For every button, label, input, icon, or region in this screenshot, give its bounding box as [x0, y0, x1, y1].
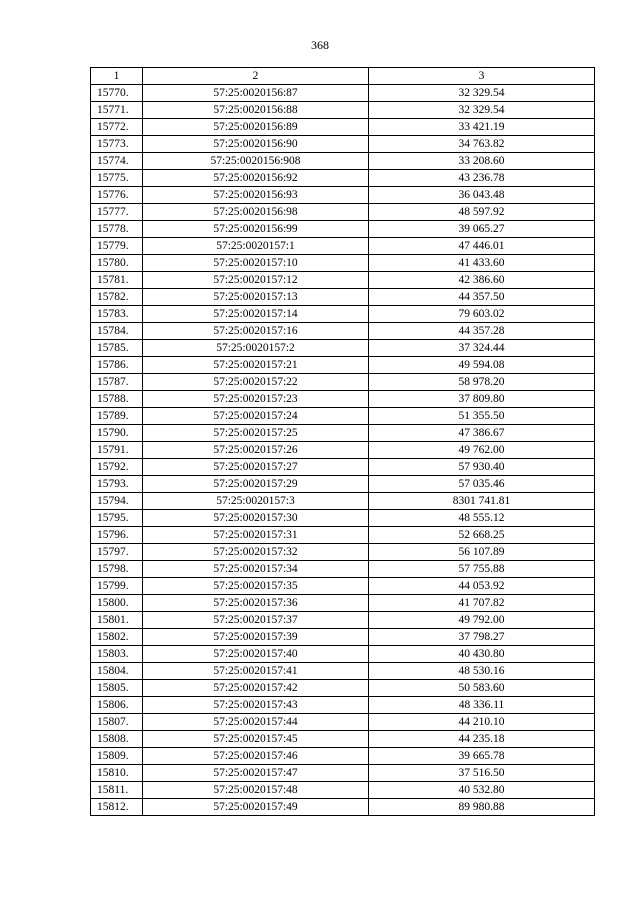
- row-number: 15782.: [91, 289, 143, 306]
- cadastral-value: 40 430.80: [369, 646, 595, 663]
- cadastral-number: 57:25:0020157:48: [143, 782, 369, 799]
- row-number: 15810.: [91, 765, 143, 782]
- cadastral-number: 57:25:0020156:908: [143, 153, 369, 170]
- table-row: [91, 476, 595, 493]
- table-row: [91, 136, 595, 153]
- row-number: 15799.: [91, 578, 143, 595]
- row-number: 15792.: [91, 459, 143, 476]
- table-row: [91, 459, 595, 476]
- cadastral-value: 58 978.20: [369, 374, 595, 391]
- row-number: 15798.: [91, 561, 143, 578]
- table-row: [91, 272, 595, 289]
- table-row: [91, 425, 595, 442]
- row-number: 15785.: [91, 340, 143, 357]
- table-row: [91, 374, 595, 391]
- cadastral-value: 89 980.88: [369, 799, 595, 816]
- cadastral-number: 57:25:0020157:49: [143, 799, 369, 816]
- cadastral-value-table: [90, 67, 595, 816]
- row-number: 15774.: [91, 153, 143, 170]
- table-body: [91, 85, 595, 816]
- cadastral-value: 37 324.44: [369, 340, 595, 357]
- row-number: 15808.: [91, 731, 143, 748]
- table-row: [91, 697, 595, 714]
- cadastral-number: 57:25:0020157:37: [143, 612, 369, 629]
- row-number: 15775.: [91, 170, 143, 187]
- row-number: 15778.: [91, 221, 143, 238]
- cadastral-number: 57:25:0020157:36: [143, 595, 369, 612]
- cadastral-number: 57:25:0020157:2: [143, 340, 369, 357]
- table-row: [91, 748, 595, 765]
- cadastral-value: 57 930.40: [369, 459, 595, 476]
- cadastral-value: 37 516.50: [369, 765, 595, 782]
- row-number: 15783.: [91, 306, 143, 323]
- row-number: 15779.: [91, 238, 143, 255]
- table-row: [91, 391, 595, 408]
- row-number: 15793.: [91, 476, 143, 493]
- cadastral-number: 57:25:0020157:29: [143, 476, 369, 493]
- page-number: 368: [311, 38, 329, 52]
- row-number: 15773.: [91, 136, 143, 153]
- cadastral-number: 57:25:0020157:24: [143, 408, 369, 425]
- table-row: [91, 561, 595, 578]
- cadastral-number: 57:25:0020157:13: [143, 289, 369, 306]
- cadastral-value: 57 755.88: [369, 561, 595, 578]
- table-row: [91, 629, 595, 646]
- table-row: [91, 306, 595, 323]
- cadastral-number: 57:25:0020156:90: [143, 136, 369, 153]
- table-row: [91, 544, 595, 561]
- cadastral-value: 40 532.80: [369, 782, 595, 799]
- table-row: [91, 782, 595, 799]
- cadastral-value: 52 668.25: [369, 527, 595, 544]
- cadastral-number: 57:25:0020157:1: [143, 238, 369, 255]
- cadastral-value: 41 707.82: [369, 595, 595, 612]
- row-number: 15809.: [91, 748, 143, 765]
- table-row: [91, 238, 595, 255]
- cadastral-value: 48 530.16: [369, 663, 595, 680]
- row-number: 15794.: [91, 493, 143, 510]
- cadastral-value: 41 433.60: [369, 255, 595, 272]
- table-row: [91, 646, 595, 663]
- cadastral-number: 57:25:0020156:87: [143, 85, 369, 102]
- table-row: [91, 510, 595, 527]
- table-row: [91, 204, 595, 221]
- row-number: 15797.: [91, 544, 143, 561]
- cadastral-value: 42 386.60: [369, 272, 595, 289]
- row-number: 15777.: [91, 204, 143, 221]
- cadastral-number: 57:25:0020156:93: [143, 187, 369, 204]
- row-number: 15771.: [91, 102, 143, 119]
- table-row: [91, 357, 595, 374]
- row-number: 15796.: [91, 527, 143, 544]
- cadastral-number: 57:25:0020157:16: [143, 323, 369, 340]
- cadastral-number: 57:25:0020157:39: [143, 629, 369, 646]
- cadastral-number: 57:25:0020157:44: [143, 714, 369, 731]
- cadastral-value: 44 357.50: [369, 289, 595, 306]
- row-number: 15786.: [91, 357, 143, 374]
- cadastral-number: 57:25:0020157:30: [143, 510, 369, 527]
- cadastral-number: 57:25:0020157:45: [143, 731, 369, 748]
- table-row: [91, 221, 595, 238]
- table-row: [91, 102, 595, 119]
- table-row: [91, 323, 595, 340]
- cadastral-number: 57:25:0020157:25: [143, 425, 369, 442]
- row-number: 15803.: [91, 646, 143, 663]
- table-row: [91, 408, 595, 425]
- table-row: [91, 578, 595, 595]
- cadastral-value: 50 583.60: [369, 680, 595, 697]
- cadastral-value: 48 555.12: [369, 510, 595, 527]
- cadastral-number: 57:25:0020157:23: [143, 391, 369, 408]
- cadastral-value: 34 763.82: [369, 136, 595, 153]
- cadastral-number: 57:25:0020156:92: [143, 170, 369, 187]
- row-number: 15784.: [91, 323, 143, 340]
- cadastral-value: 51 355.50: [369, 408, 595, 425]
- cadastral-number: 57:25:0020157:40: [143, 646, 369, 663]
- cadastral-value: 48 597.92: [369, 204, 595, 221]
- cadastral-value: 39 065.27: [369, 221, 595, 238]
- row-number: 15807.: [91, 714, 143, 731]
- table-row: [91, 340, 595, 357]
- row-number: 15776.: [91, 187, 143, 204]
- table-row: [91, 663, 595, 680]
- table-row: [91, 612, 595, 629]
- cadastral-number: 57:25:0020157:46: [143, 748, 369, 765]
- cadastral-number: 57:25:0020157:12: [143, 272, 369, 289]
- cadastral-number: 57:25:0020157:31: [143, 527, 369, 544]
- cadastral-number: 57:25:0020157:10: [143, 255, 369, 272]
- table-row: [91, 595, 595, 612]
- cadastral-number: 57:25:0020157:35: [143, 578, 369, 595]
- cadastral-value: 33 421.19: [369, 119, 595, 136]
- cadastral-value: 47 386.67: [369, 425, 595, 442]
- table-row: [91, 765, 595, 782]
- row-number: 15781.: [91, 272, 143, 289]
- row-number: 15788.: [91, 391, 143, 408]
- cadastral-value: 56 107.89: [369, 544, 595, 561]
- table-row: [91, 255, 595, 272]
- cadastral-number: 57:25:0020157:41: [143, 663, 369, 680]
- cadastral-number: 57:25:0020157:3: [143, 493, 369, 510]
- column-header-1: 1: [91, 68, 143, 85]
- cadastral-value: 44 235.18: [369, 731, 595, 748]
- cadastral-number: 57:25:0020157:34: [143, 561, 369, 578]
- table-row: [91, 731, 595, 748]
- cadastral-number: 57:25:0020156:89: [143, 119, 369, 136]
- cadastral-number: 57:25:0020157:43: [143, 697, 369, 714]
- cadastral-value: 49 762.00: [369, 442, 595, 459]
- row-number: 15811.: [91, 782, 143, 799]
- row-number: 15800.: [91, 595, 143, 612]
- cadastral-value: 79 603.02: [369, 306, 595, 323]
- cadastral-value: 32 329.54: [369, 102, 595, 119]
- table-row: [91, 289, 595, 306]
- cadastral-value: 8301 741.81: [369, 493, 595, 510]
- table-row: [91, 187, 595, 204]
- cadastral-number: 57:25:0020157:27: [143, 459, 369, 476]
- cadastral-value: 44 357.28: [369, 323, 595, 340]
- table-row: [91, 714, 595, 731]
- row-number: 15795.: [91, 510, 143, 527]
- cadastral-value: 43 236.78: [369, 170, 595, 187]
- cadastral-value: 47 446.01: [369, 238, 595, 255]
- row-number: 15804.: [91, 663, 143, 680]
- table-row: [91, 680, 595, 697]
- cadastral-number: 57:25:0020157:42: [143, 680, 369, 697]
- cadastral-number: 57:25:0020156:98: [143, 204, 369, 221]
- cadastral-value: 44 210.10: [369, 714, 595, 731]
- row-number: 15801.: [91, 612, 143, 629]
- cadastral-value: 49 792.00: [369, 612, 595, 629]
- row-number: 15770.: [91, 85, 143, 102]
- cadastral-number: 57:25:0020157:21: [143, 357, 369, 374]
- cadastral-value: 57 035.46: [369, 476, 595, 493]
- cadastral-value: 32 329.54: [369, 85, 595, 102]
- row-number: 15806.: [91, 697, 143, 714]
- cadastral-value: 44 053.92: [369, 578, 595, 595]
- table-row: [91, 442, 595, 459]
- row-number: 15791.: [91, 442, 143, 459]
- column-header-3: 3: [369, 68, 595, 85]
- row-number: 15812.: [91, 799, 143, 816]
- row-number: 15789.: [91, 408, 143, 425]
- cadastral-value: 48 336.11: [369, 697, 595, 714]
- table-row: [91, 170, 595, 187]
- table-header-row: [91, 68, 595, 85]
- cadastral-value: 33 208.60: [369, 153, 595, 170]
- cadastral-number: 57:25:0020157:14: [143, 306, 369, 323]
- row-number: 15787.: [91, 374, 143, 391]
- row-number: 15790.: [91, 425, 143, 442]
- cadastral-value: 37 809.80: [369, 391, 595, 408]
- table-row: [91, 799, 595, 816]
- row-number: 15802.: [91, 629, 143, 646]
- cadastral-number: 57:25:0020157:22: [143, 374, 369, 391]
- cadastral-number: 57:25:0020156:88: [143, 102, 369, 119]
- table-row: [91, 119, 595, 136]
- row-number: 15805.: [91, 680, 143, 697]
- cadastral-value: 39 665.78: [369, 748, 595, 765]
- cadastral-value: 37 798.27: [369, 629, 595, 646]
- cadastral-number: 57:25:0020157:32: [143, 544, 369, 561]
- cadastral-number: 57:25:0020157:26: [143, 442, 369, 459]
- table-row: [91, 153, 595, 170]
- table-row: [91, 85, 595, 102]
- cadastral-value: 49 594.08: [369, 357, 595, 374]
- row-number: 15772.: [91, 119, 143, 136]
- cadastral-number: 57:25:0020156:99: [143, 221, 369, 238]
- cadastral-number: 57:25:0020157:47: [143, 765, 369, 782]
- cadastral-value: 36 043.48: [369, 187, 595, 204]
- column-header-2: 2: [143, 68, 369, 85]
- table-row: [91, 493, 595, 510]
- table-row: [91, 527, 595, 544]
- row-number: 15780.: [91, 255, 143, 272]
